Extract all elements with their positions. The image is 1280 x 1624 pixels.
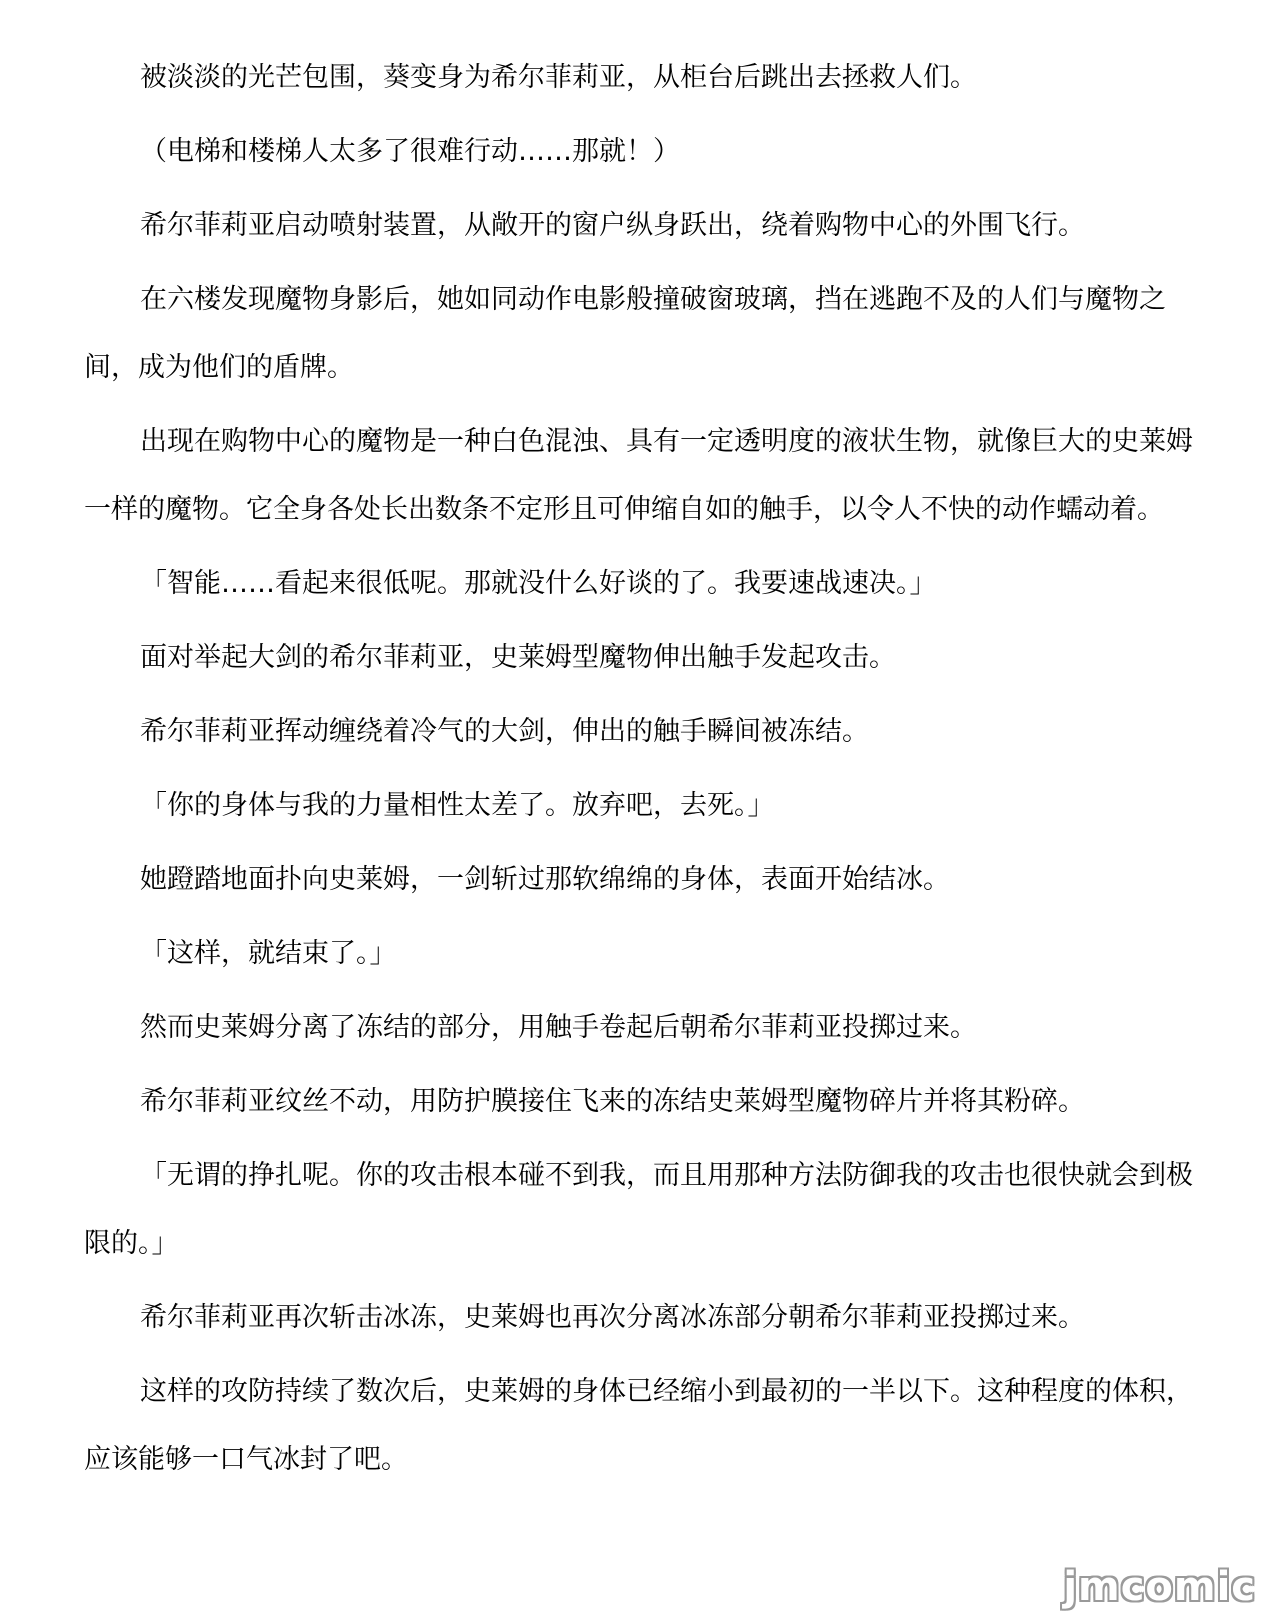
paragraph: 她蹬踏地面扑向史莱姆，一剑斩过那软绵绵的身体，表面开始结冰。 (140, 864, 950, 895)
paragraph: （电梯和楼梯人太多了很难行动……那就！） (140, 136, 680, 167)
paragraph: 面对举起大剑的希尔菲莉亚，史莱姆型魔物伸出触手发起攻击。 (140, 642, 896, 673)
paragraph: 这样的攻防持续了数次后，史莱姆的身体已经缩小到最初的一半以下。这种程度的体积，应该能够一口气冰封了吧。 (84, 1376, 1193, 1475)
paragraph: 希尔菲莉亚启动喷射装置，从敞开的窗户纵身跃出，绕着购物中心的外围飞行。 (140, 210, 1085, 241)
dialogue-paragraph: 「你的身体与我的力量相性太差了。放弃吧，去死。」 (140, 790, 775, 821)
dialogue-paragraph: 「智能……看起来很低呢。那就没什么好谈的了。我要速战速决。」 (140, 568, 937, 599)
dialogue-paragraph: 「无谓的挣扎呢。你的攻击根本碰不到我，而且用那种方法防御我的攻击也很快就会到极限的。」 (84, 1160, 1193, 1259)
paragraph: 希尔菲莉亚再次斩击冰冻，史莱姆也再次分离冰冻部分朝希尔菲莉亚投掷过来。 (140, 1302, 1085, 1333)
paragraph: 希尔菲莉亚纹丝不动，用防护膜接住飞来的冻结史莱姆型魔物碎片并将其粉碎。 (140, 1086, 1085, 1117)
dialogue-paragraph: 「这样，就结束了。」 (140, 938, 397, 969)
novel-page (84, 44, 1196, 1500)
paragraph: 被淡淡的光芒包围，葵变身为希尔菲莉亚，从柜台后跳出去拯救人们。 (140, 62, 977, 93)
paragraph: 然而史莱姆分离了冻结的部分，用触手卷起后朝希尔菲莉亚投掷过来。 (140, 1012, 977, 1043)
paragraph: 出现在购物中心的魔物是一种白色混浊、具有一定透明度的液状生物，就像巨大的史莱姆一样的魔物。它全身各处长出数条不定形且可伸缩自如的触手，以令人不快的动作蠕动着。 (84, 426, 1193, 525)
paragraph: 希尔菲莉亚挥动缠绕着冷气的大剑，伸出的触手瞬间被冻结。 (140, 716, 869, 747)
watermark-logo: jmcomic (1063, 1564, 1256, 1610)
paragraph: 在六楼发现魔物身影后，她如同动作电影般撞破窗玻璃，挡在逃跑不及的人们与魔物之间，成为他们的盾牌。 (84, 284, 1166, 383)
